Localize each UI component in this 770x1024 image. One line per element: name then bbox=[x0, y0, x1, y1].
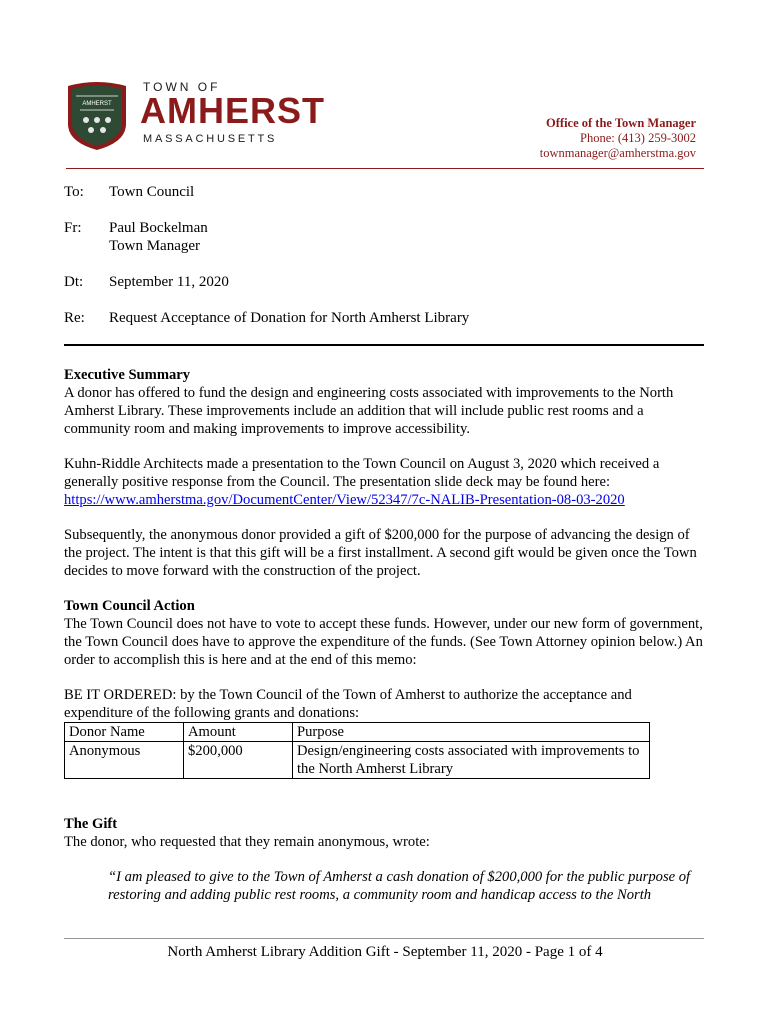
cell-purpose: Design/engineering costs associated with improvements to the North Amherst Library bbox=[293, 742, 650, 779]
town-seal-logo bbox=[66, 80, 128, 152]
state-name: MASSACHUSETTS bbox=[143, 133, 278, 145]
re-value: Request Acceptance of Donation for North Amherst Library bbox=[109, 310, 470, 326]
office-title: Office of the Town Manager bbox=[546, 116, 696, 130]
table-row bbox=[65, 742, 650, 779]
council-action-heading: Town Council Action bbox=[64, 598, 195, 614]
footer-divider bbox=[64, 938, 704, 939]
from-label: Fr: bbox=[64, 220, 82, 236]
exec-summary-p1: A donor has offered to fund the design and engineering costs associated with improvements to the North Amherst Library. These improvements include an addition that will include public rest rooms and a community room and making improvements to improve accessibility. bbox=[64, 385, 674, 437]
gift-intro: The donor, who requested that they remain anonymous, wrote: bbox=[64, 834, 430, 850]
exec-summary-p3: Subsequently, the anonymous donor provided a gift of $200,000 for the purpose of advancing the design of the project. The intent is that this gift will be a first installment. A second gift would be given once the Town decides to move forward with the construction of the project. bbox=[64, 527, 697, 579]
exec-summary-p2-text: Kuhn-Riddle Architects made a presentation to the Town Council on August 3, 2020 which received a generally positive response from the Council. The presentation slide deck may be found here: bbox=[64, 456, 660, 490]
from-title: Town Manager bbox=[109, 238, 201, 254]
presentation-link[interactable]: https://www.amherstma.gov/DocumentCenter/View/52347/7c-NALIB-Presentation-08-03-2020 bbox=[64, 492, 625, 508]
town-of-label: TOWN OF bbox=[143, 80, 221, 94]
memo-body bbox=[64, 366, 704, 904]
donor-quote: “I am pleased to give to the Town of Amherst a cash donation of $200,000 for the public purpose of restoring and adding public rest rooms, a community room and handicap access to the North bbox=[108, 869, 691, 903]
seal-text: AMHERST bbox=[82, 101, 112, 107]
header-divider bbox=[66, 168, 704, 169]
to-value: Town Council bbox=[109, 184, 195, 200]
page-footer: North Amherst Library Addition Gift - September 11, 2020 - Page 1 of 4 bbox=[167, 944, 603, 960]
cell-amount: $200,000 bbox=[184, 742, 293, 779]
gift-heading: The Gift bbox=[64, 816, 118, 832]
office-phone: Phone: (413) 259-3002 bbox=[580, 131, 696, 145]
donation-table bbox=[64, 722, 650, 779]
exec-summary-heading: Executive Summary bbox=[64, 367, 191, 383]
header-purpose: Purpose bbox=[293, 723, 650, 742]
date-label: Dt: bbox=[64, 274, 84, 290]
town-name: AMHERST bbox=[140, 90, 325, 131]
memo-divider bbox=[64, 344, 704, 346]
to-label: To: bbox=[64, 184, 84, 200]
header-donor-name: Donor Name bbox=[65, 723, 184, 742]
from-name: Paul Bockelman bbox=[109, 220, 208, 236]
council-action-p1: The Town Council does not have to vote to accept these funds. However, under our new form of government, the Town Council does have to approve the expenditure of the funds. (See Town Attorney opinion below.) An order to accomplish this is here and at the end of this memo: bbox=[64, 616, 703, 668]
table-header-row bbox=[65, 723, 650, 742]
order-paragraph bbox=[64, 686, 704, 722]
order-text: by the Town Council of the Town of Amherst to authorize the acceptance and expenditure of the following grants and donations: bbox=[64, 687, 632, 721]
re-label: Re: bbox=[64, 310, 85, 326]
cell-donor-name: Anonymous bbox=[65, 742, 184, 779]
office-email[interactable]: townmanager@amherstma.gov bbox=[539, 146, 696, 160]
date-value: September 11, 2020 bbox=[109, 274, 229, 290]
office-contact bbox=[540, 116, 696, 161]
header-amount: Amount bbox=[184, 723, 293, 742]
order-lead: BE IT ORDERED: bbox=[64, 687, 177, 703]
exec-summary-p2 bbox=[64, 455, 704, 509]
